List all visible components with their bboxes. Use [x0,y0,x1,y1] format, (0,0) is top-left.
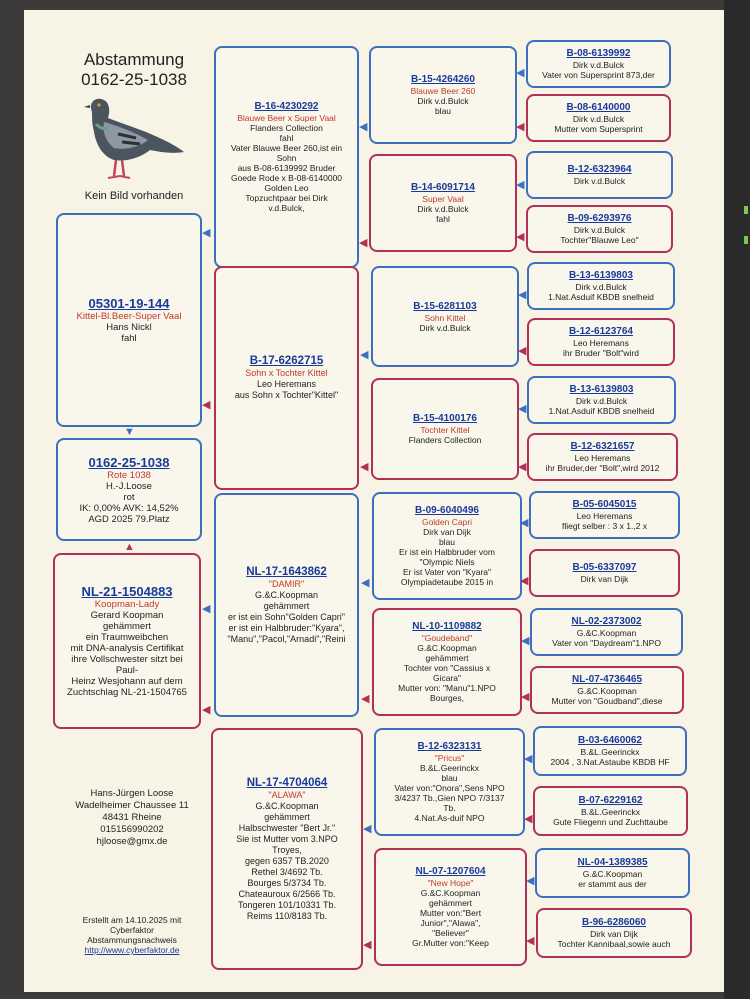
breeder: H.-J.Loose [106,480,152,492]
info-line: Gicara" [432,673,462,683]
info-line: Leo Heremans [256,379,317,389]
ring-number: B-13-6139803 [569,384,634,395]
info-line: G.&C.Koopman [417,643,477,653]
arrow-left-icon: ◀ [516,231,525,243]
granddam-paternal-card [214,266,359,490]
info-line: aus Sohn x Tochter"Kittel" [234,390,339,400]
pigeon-name: Rote 1038 [107,469,151,481]
info-line: fliegt selber : 3 x 1.,2 x [561,521,648,531]
pigeon-icon [74,92,189,192]
arrow-up-icon: ▲ [124,541,135,553]
info-line: Dirk v.d.Bulck [572,60,625,70]
gen4-card-4 [526,205,673,253]
ring-number: B-14-6091714 [411,182,475,193]
pigeon-name: Tochter Kittel [420,425,470,435]
gen3-card-2 [369,154,517,252]
info-line: Flanders Collection [408,435,482,445]
footer-line: Abstammungsnachweis [87,935,177,945]
pigeon-name: Koopman-Lady [94,599,160,610]
info-line: Leo Heremans [576,511,633,521]
footer-credit [52,915,212,955]
info-line: Reims 110/8183 Tb. [246,910,328,921]
info-line: ihr Bruder,der "Bolt",wird 2012 [545,463,660,473]
edge-marker-icon [744,206,748,214]
arrow-left-icon: ◀ [516,67,525,79]
gen4-card-6 [527,318,675,366]
info-line: Topzuchtpaar bei Dirk [245,193,328,203]
info-line: Tochter von "Cassius x [403,663,491,673]
ring-number: B-05-6045015 [572,499,637,510]
inbreeding-stats: IK: 0,00% AVK: 14,52% [79,502,179,514]
info-line: Gute Fliegenn und Zuchttaube [553,817,668,827]
owner-address [52,788,212,848]
owner-city: 48431 Rheine [102,812,162,823]
ring-number: NL-21-1504883 [81,584,173,599]
ring-number: B-07-6229162 [578,795,643,806]
info-line: ihre Vollschwester sitzt bei [71,654,183,665]
pigeon-name: "New Hope" [427,878,474,888]
gen4-card-9 [529,491,680,539]
arrow-down-icon: ▼ [124,426,135,438]
info-line: G.&C.Koopman [254,589,319,600]
info-line: "Believer" [432,928,469,938]
info-line: Er ist Vater von "Kyara" [402,567,492,577]
ring-number: B-17-6262715 [249,355,324,367]
ring-number: B-15-4264260 [411,74,475,85]
info-line: Vater von Supersprint 873,der [542,70,655,80]
info-line: 4.Nat.As-duif NPO [414,813,485,823]
info-line: fahl [436,214,450,224]
breeder: Hans Nickl [106,322,152,333]
arrow-left-icon: ◀ [521,635,530,647]
info-line: 3/4237 Tb.,Gien NPO 7/3137 [394,793,505,803]
color: fahl [121,333,137,344]
ring-number: B-12-6321657 [570,441,635,452]
arrow-left-icon: ◀ [361,577,370,589]
info-line: G.&C.Koopman [577,686,637,696]
ring-number: NL-07-4736465 [571,674,643,685]
info-line: Sie ist Mutter vom 3.NPO [236,833,338,844]
info-line: v.d.Bulck, [268,203,305,213]
info-line: blau [441,773,458,783]
ring-number: B-03-6460062 [578,735,642,746]
info-line: er stammt aus der [578,879,647,889]
gen4-card-8 [527,433,678,481]
info-line: Junior","Alawa", [420,918,481,928]
info-line: gehämmert [263,600,310,611]
info-line: B.&L.Geerinckx [580,747,640,757]
info-line: G.&C.Koopman [582,869,643,879]
arrow-left-icon: ◀ [520,517,529,529]
arrow-left-icon: ◀ [518,289,527,301]
ring-number: NL-04-1389385 [577,857,648,868]
info-line: gegen 6357 TB.2020 [245,855,329,866]
arrow-left-icon: ◀ [359,237,368,249]
info-line: Gr.Mutter von:"Keep [412,938,489,948]
info-line: Leo Heremans [574,453,631,463]
ring-number: B-05-6337097 [572,562,637,573]
arrow-left-icon: ◀ [516,179,525,191]
info-line: Dirk van Dijk [423,527,471,537]
info-line: 2004 , 3.Nat.Astaube KBDB HF [550,757,670,767]
info-line: 1.Nat.Asduif KBDB snelheid [548,406,655,416]
info-line: Tongeren 101/10331 Tb. [238,899,336,910]
info-line: Dirk v.d.Bulck [575,282,627,292]
info-line: fahl [279,133,294,143]
info-line: "Manu","Pacol,"Arnadi","Reini [227,633,346,644]
arrow-left-icon: ◀ [518,461,527,473]
footer-link[interactable]: http://www.cyberfaktor.de [84,945,180,955]
ring-number: B-12-6323964 [567,164,632,175]
arrow-left-icon: ◀ [524,813,533,825]
ring-number: 0162-25-1038 [88,454,170,470]
info-line: gehämmert [102,621,152,632]
ring-number: B-16-4230292 [254,101,319,112]
info-line: er ist ein Halbbruder:"Kyara", [228,622,345,633]
pigeon-name: "ALAWA" [268,789,306,800]
footer-line: Erstellt am 14.10.2025 mit [82,915,182,925]
info-line: Vater Blauwe Beer 260,ist ein [230,143,343,153]
info-line: aus B-08-6139992 Bruder [237,163,336,173]
info-line: Dirk v.d.Bulck [419,322,471,333]
owner-street: Wadelheimer Chaussee 11 [75,800,189,811]
info-line: Leo Heremans [573,338,629,348]
ring-number: NL-17-4704064 [246,776,328,789]
arrow-left-icon: ◀ [526,935,535,947]
info-line: Dirk v.d.Bulck [573,225,626,235]
sire-card [56,213,202,427]
info-line: Tochter"Blauwe Leo" [560,235,639,245]
gen3-card-8 [374,848,527,966]
owner-name: Hans-Jürgen Loose [90,788,174,799]
ring-number: 05301-19-144 [88,296,170,311]
arrow-left-icon: ◀ [202,603,211,615]
ring-number: B-15-6281103 [413,300,477,312]
info-line: Bourges, [429,693,465,703]
owner-phone: 015156990202 [100,824,164,835]
pigeon-name: "DAMIR" [268,578,305,589]
info-line: Vater von:"Onora",Sens NPO [394,783,505,793]
info-line: Sohn [276,153,297,163]
ring-number: B-08-6140000 [566,102,631,113]
info-line: Dirk v.d.Bulck [417,96,469,106]
ring-number: B-96-6286060 [582,917,646,928]
info-line: Dirk v.d.Bulck [573,176,626,186]
gen3-card-5 [372,492,522,600]
info-line: Golden Leo [264,183,309,193]
ring-number: NL-07-1207604 [415,866,486,877]
gen3-card-7 [374,728,525,836]
info-line: Zuchtschlag NL-21-1504765 [67,687,187,698]
pigeon-name: Golden Capri [421,517,473,527]
info-line: Heinz Wesjohann auf dem [71,676,183,687]
granddam-maternal-card [211,728,363,970]
info-line: Mutter von: "Manu"1.NPO [398,683,496,693]
no-image-label: Kein Bild vorhanden [84,190,184,202]
info-line: ihr Bruder "Bolt"wird [563,348,639,358]
arrow-left-icon: ◀ [526,875,535,887]
ring-number: B-08-6139992 [566,48,631,59]
ring-number: B-12-6323131 [417,741,482,752]
arrow-left-icon: ◀ [202,704,211,716]
info-line: G.&C.Koopman [255,800,319,811]
arrow-left-icon: ◀ [202,399,211,411]
gen4-card-16 [536,908,692,958]
pigeon-name: Blauwe Beer x Super Vaal [237,113,336,123]
ring-number: NL-17-1643862 [246,565,327,578]
info-line: Dirk v.d.Bulck [417,204,469,214]
gen3-card-6 [372,608,522,716]
breeder: Gerard Koopman [90,610,164,621]
gen3-card-3 [371,266,519,367]
info-line: G.&C.Koopman [420,888,481,898]
gen4-card-7 [527,376,676,424]
info-line: Er ist ein Halbbruder vom [399,547,495,557]
arrow-left-icon: ◀ [202,227,211,239]
footer-line: Cyberfaktor [110,925,154,935]
info-line: G.&C.Koopman [576,628,637,638]
page-title: Abstammung [83,50,185,69]
gen4-card-5 [527,262,675,310]
gen4-card-2 [526,94,671,142]
info-line: Halbschwester "Bert Jr." [238,822,336,833]
ring-number: B-12-6123764 [569,326,633,337]
gen4-card-15 [535,848,690,898]
info-line: 1.Nat.Asduif KBDB snelheid [548,292,654,302]
ring-number: B-15-4100176 [413,413,477,424]
color: rot [123,491,135,503]
gen4-card-14 [533,786,688,836]
arrow-left-icon: ◀ [361,693,370,705]
ring-number: NL-10-1109882 [412,621,482,632]
info-line: "Olympic Niels [419,557,475,567]
gen4-card-1 [526,40,671,88]
info-line: gehämmert [425,653,469,663]
subject-ring-heading: 0162-25-1038 [81,70,187,89]
info-line: Paul- [115,665,139,676]
achievement: AGD 2025 79.Platz [88,513,170,525]
gen4-card-13 [533,726,687,776]
gen4-card-12 [530,666,684,714]
info-line: blau [438,537,456,547]
pigeon-name: Kittel-Bl.Beer-Super Vaal [76,311,182,322]
gen4-card-3 [526,151,673,199]
info-line: Mutter von:"Bert [419,908,482,918]
pigeon-name: Blauwe Beer 260 [410,86,476,96]
info-line: Dirk v.d.Bulck [572,114,625,124]
info-line: gehämmert [264,811,310,822]
arrow-left-icon: ◀ [518,403,527,415]
gen4-card-11 [530,608,683,656]
owner-email: hjloose@gmx.de [96,836,168,847]
arrow-left-icon: ◀ [359,121,368,133]
info-line: B.&L.Geerinckx [419,763,480,773]
ring-number: B-09-6293976 [567,213,632,224]
info-line: Rethel 3/4692 Tb. [251,866,323,877]
info-line: Mutter vom Supersprint [554,124,643,134]
screen-edge [724,0,750,999]
arrow-left-icon: ◀ [363,939,372,951]
info-line: Chateauroux 6/2566 Tb. [238,888,336,899]
ring-number: NL-02-2373002 [571,616,642,627]
pigeon-name: "Pricus" [434,753,465,763]
ring-number: B-13-6139803 [569,270,633,281]
info-line: Dirk van Dijk [590,929,638,939]
info-line: gehämmert [429,898,472,908]
gen3-card-4 [371,378,519,480]
info-line: blau [434,106,452,116]
info-line: Flanders Collection [250,123,323,133]
grandsire-maternal-card [214,493,359,717]
arrow-left-icon: ◀ [521,691,530,703]
arrow-left-icon: ◀ [520,575,529,587]
ring-number: B-09-6040496 [415,505,479,516]
info-line: Vater von "Daydream"1.NPO [552,638,661,648]
info-line: Dirk van Dijk [580,574,629,584]
pigeon-name: Sohn Kittel [424,312,466,323]
info-line: Troyes, [272,844,302,855]
arrow-left-icon: ◀ [360,349,369,361]
info-line: Olympiadetaube 2015 in [400,577,494,587]
arrow-left-icon: ◀ [516,121,525,133]
subject-card [56,438,202,541]
arrow-left-icon: ◀ [524,753,533,765]
info-line: Mutter von "Goudband",diese [551,696,663,706]
info-line: Goede Rode x B-08-6140000 [230,173,343,183]
info-line: Tb. [443,803,456,813]
info-line: Bourges 5/3734 Tb. [247,877,327,888]
info-line: Dirk v.d.Bulck [575,396,628,406]
info-line: Tochter Kannibaal,sowie auch [557,939,671,949]
pigeon-name: "Goudeband" [421,633,473,643]
edge-marker-icon [744,236,748,244]
info-line: er ist ein Sohn"Golden Capri" [228,611,345,622]
info-line: mit DNA-analysis Certifikat [70,643,184,654]
gen3-card-1 [369,46,517,144]
gen4-card-10 [529,549,680,597]
grandsire-paternal-card [214,46,359,268]
arrow-left-icon: ◀ [363,823,372,835]
info-line: B.&L.Geerinckx [580,807,641,817]
pigeon-name: Super Vaal [422,194,464,204]
pedigree-sheet [24,10,724,992]
arrow-left-icon: ◀ [360,461,369,473]
pigeon-name: Sohn x Tochter Kittel [245,368,328,378]
arrow-left-icon: ◀ [518,345,527,357]
dam-card [53,553,201,729]
info-line: ein Traumweibchen [85,632,169,643]
